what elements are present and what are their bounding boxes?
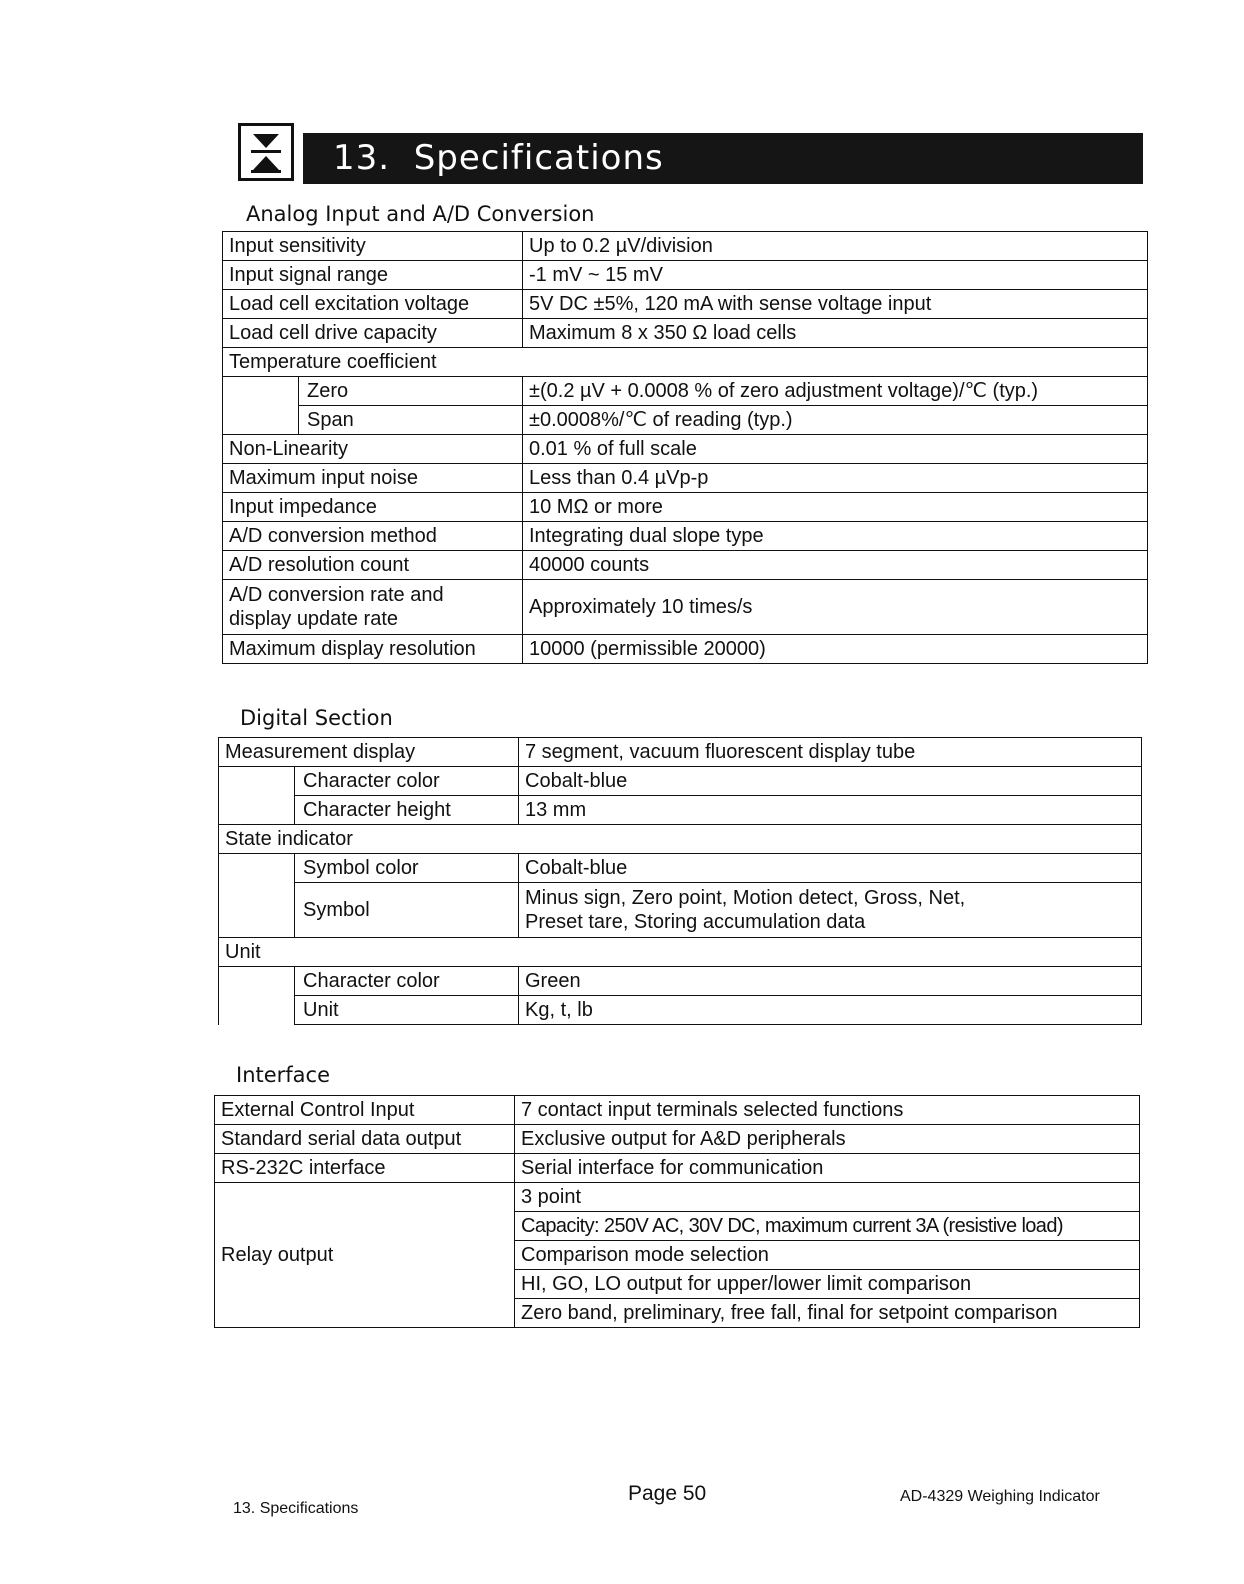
spec-label: Relay output	[215, 1183, 515, 1328]
spec-group-label: Unit	[219, 938, 1142, 967]
spec-value: 40000 counts	[523, 551, 1148, 580]
spec-label	[223, 580, 523, 635]
spec-value: 7 contact input terminals selected functions	[515, 1096, 1140, 1125]
spec-sub-label: Symbol	[295, 883, 519, 938]
table-row	[219, 854, 1142, 883]
spec-value: Green	[519, 967, 1142, 996]
chapter-header	[238, 123, 1143, 184]
spec-label: A/D resolution count	[223, 551, 523, 580]
spec-label: Maximum display resolution	[223, 635, 523, 664]
spec-label: Maximum input noise	[223, 464, 523, 493]
interface-spec-table	[214, 1095, 1140, 1328]
spec-value: Cobalt-blue	[519, 767, 1142, 796]
spec-sub-label: Zero	[299, 377, 523, 406]
table-row	[223, 522, 1148, 551]
table-row	[219, 738, 1142, 767]
spec-value: ±0.0008%/℃ of reading (typ.)	[523, 406, 1148, 435]
spec-value: 10 MΩ or more	[523, 493, 1148, 522]
spec-label: Input sensitivity	[223, 232, 523, 261]
spec-label-line: A/D conversion rate and	[229, 584, 444, 606]
table-row	[219, 883, 1142, 938]
table-row	[223, 493, 1148, 522]
chapter-title-bar	[303, 133, 1143, 184]
spec-label: Standard serial data output	[215, 1125, 515, 1154]
table-row	[223, 261, 1148, 290]
table-row	[223, 551, 1148, 580]
table-row	[223, 406, 1148, 435]
spec-label: Load cell excitation voltage	[223, 290, 523, 319]
table-row	[223, 464, 1148, 493]
chapter-title: Specifications	[413, 138, 664, 178]
table-row	[219, 996, 1142, 1025]
spec-value: Comparison mode selection	[515, 1241, 1140, 1270]
table-row	[215, 1154, 1140, 1183]
spec-value: 5V DC ±5%, 120 mA with sense voltage input	[523, 290, 1148, 319]
spec-label-line: display update rate	[229, 608, 399, 630]
spec-label: Load cell drive capacity	[223, 319, 523, 348]
spec-value: 13 mm	[519, 796, 1142, 825]
table-row	[223, 635, 1148, 664]
table-row	[223, 290, 1148, 319]
spec-value-line: Preset tare, Storing accumulation data	[525, 911, 866, 933]
table-row	[215, 1183, 1140, 1212]
spec-label: Input impedance	[223, 493, 523, 522]
spec-value: Up to 0.2 µV/division	[523, 232, 1148, 261]
spec-label: External Control Input	[215, 1096, 515, 1125]
spec-value: ±(0.2 µV + 0.0008 % of zero adjustment voltage)/℃ (typ.)	[523, 377, 1148, 406]
table-row	[219, 938, 1142, 967]
spec-value: Serial interface for communication	[515, 1154, 1140, 1183]
footer-section-name: 13. Specifications	[233, 1500, 359, 1517]
table-row	[219, 825, 1142, 854]
spec-sub-label: Character color	[295, 967, 519, 996]
table-row	[223, 435, 1148, 464]
spec-label: RS-232C interface	[215, 1154, 515, 1183]
spec-label: Input signal range	[223, 261, 523, 290]
table-row	[215, 1096, 1140, 1125]
spec-value: Zero band, preliminary, free fall, final for setpoint comparison	[515, 1299, 1140, 1328]
spec-label: Non-Linearity	[223, 435, 523, 464]
spec-sub-label: Character color	[295, 767, 519, 796]
spec-sub-label: Unit	[295, 996, 519, 1025]
digital-spec-table	[218, 737, 1142, 1025]
spec-value: Cobalt-blue	[519, 854, 1142, 883]
spec-value: 0.01 % of full scale	[523, 435, 1148, 464]
interface-section-title: Interface	[236, 1063, 331, 1087]
spec-sub-label: Symbol color	[295, 854, 519, 883]
table-row	[219, 767, 1142, 796]
spec-value: Approximately 10 times/s	[523, 580, 1148, 635]
analog-section-title: Analog Input and A/D Conversion	[246, 202, 595, 226]
analog-spec-table	[222, 231, 1148, 664]
spec-label: Measurement display	[219, 738, 519, 767]
table-row	[223, 580, 1148, 635]
footer-page-number: Page 50	[628, 1482, 707, 1505]
spec-value: 7 segment, vacuum fluorescent display tube	[519, 738, 1142, 767]
spec-sub-label: Span	[299, 406, 523, 435]
spec-value: Kg, t, lb	[519, 996, 1142, 1025]
spec-value-line: Minus sign, Zero point, Motion detect, Gross, Net,	[525, 887, 966, 909]
spec-sub-label: Character height	[295, 796, 519, 825]
spec-value	[519, 883, 1142, 938]
spec-value: Exclusive output for A&D peripherals	[515, 1125, 1140, 1154]
spec-group-label: Temperature coefficient	[223, 348, 1148, 377]
chapter-number: 13.	[333, 138, 391, 178]
table-row	[219, 967, 1142, 996]
spec-value: HI, GO, LO output for upper/lower limit comparison	[515, 1270, 1140, 1299]
digital-section-title: Digital Section	[240, 706, 393, 730]
weighing-symbol-icon	[238, 123, 294, 181]
table-row	[223, 348, 1148, 377]
table-row	[223, 377, 1148, 406]
indent-cell	[219, 854, 295, 938]
indent-cell	[219, 767, 295, 825]
spec-value: Capacity: 250V AC, 30V DC, maximum current 3A (resistive load)	[515, 1212, 1140, 1241]
spec-value: Maximum 8 x 350 Ω load cells	[523, 319, 1148, 348]
table-row	[223, 319, 1148, 348]
table-row	[223, 232, 1148, 261]
indent-cell	[219, 967, 295, 1025]
spec-value: -1 mV ~ 15 mV	[523, 261, 1148, 290]
spec-value: Integrating dual slope type	[523, 522, 1148, 551]
indent-cell	[223, 377, 299, 435]
table-row	[219, 796, 1142, 825]
spec-value: Less than 0.4 µVp-p	[523, 464, 1148, 493]
spec-value: 10000 (permissible 20000)	[523, 635, 1148, 664]
spec-value: 3 point	[515, 1183, 1140, 1212]
footer-product-name: AD-4329 Weighing Indicator	[900, 1488, 1100, 1505]
spec-label: A/D conversion method	[223, 522, 523, 551]
spec-group-label: State indicator	[219, 825, 1142, 854]
table-row	[215, 1125, 1140, 1154]
